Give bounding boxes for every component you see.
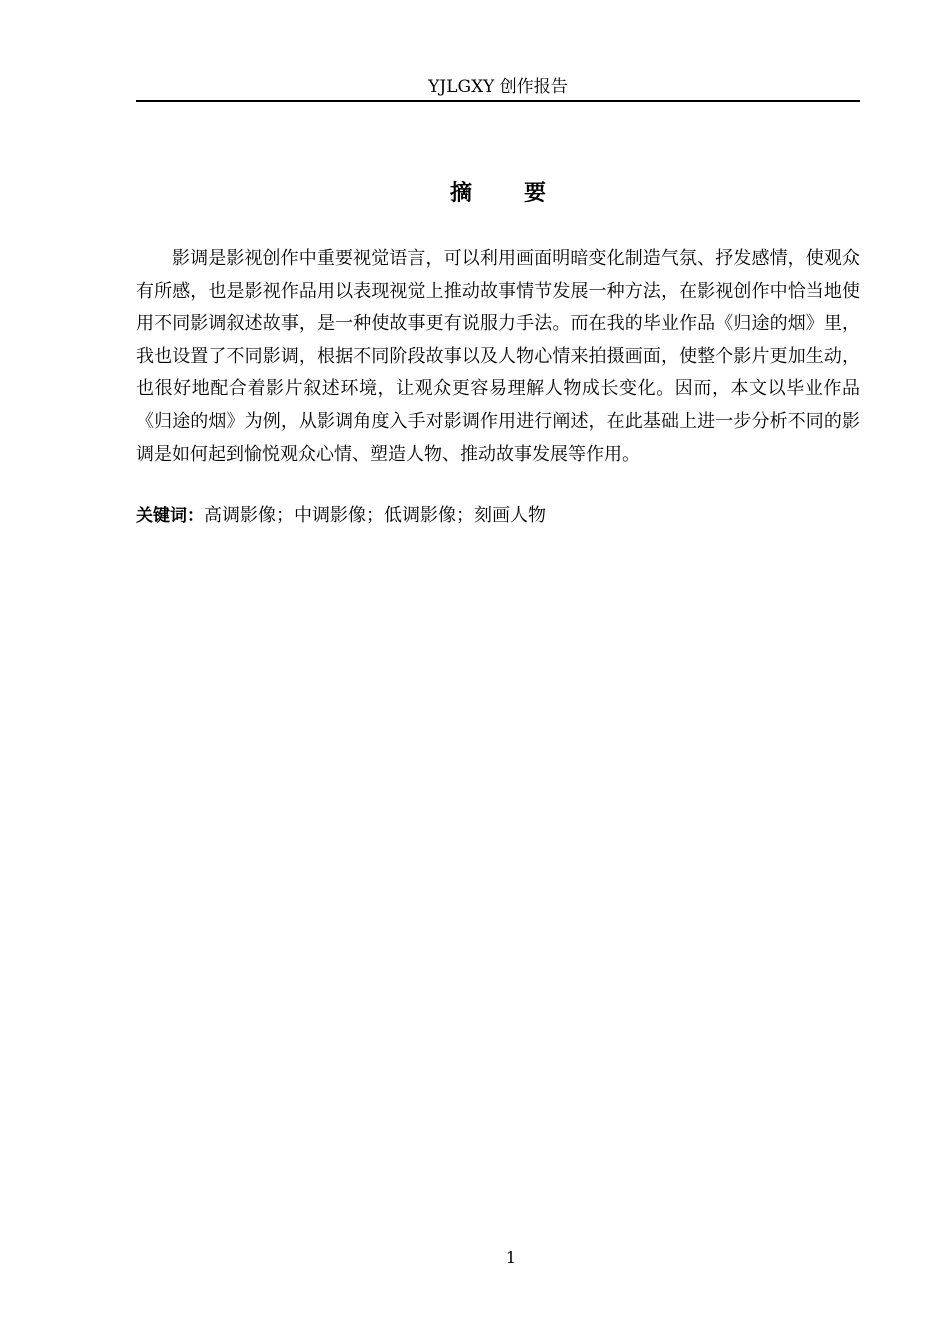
page-header: YJLGXY 创作报告 <box>428 77 568 97</box>
abstract-body: 影调是影视创作中重要视觉语言，可以利用画面明暗变化制造气氛、抒发感情，使观众有所感，也是影视作品用以表现视觉上推动故事情节发展一种方法，在影视创作中恰当地使用不同影调叙述故事，是一种使故事更有说服力手法。而在我的毕业作品《归途的烟》里，我也设置了不同影调，根据不同阶段故事以及人物心情来拍摄画面，使整个影片更加生动，也很好地配合着影片叙述环境，让观众更容易理解人物成长变化。因而，本文以毕业作品《归途的烟》为例，从影调角度入手对影调作用进行阐述，在此基础上进一步分析不同的影调是如何起到愉悦观众心情、塑造人物、推动故事发展等作用。 <box>136 248 860 465</box>
abstract-title <box>136 178 860 210</box>
keywords-values: 高调影像；中调影像；低调影像；刻画人物 <box>204 505 546 526</box>
abstract-title-char-2: 要 <box>524 181 547 206</box>
keywords-line <box>136 500 860 532</box>
page-number: 1 <box>505 1248 517 1267</box>
keywords-label: 关键词： <box>136 506 204 526</box>
abstract-title-char-1: 摘 <box>449 181 472 206</box>
header-divider <box>136 100 860 102</box>
